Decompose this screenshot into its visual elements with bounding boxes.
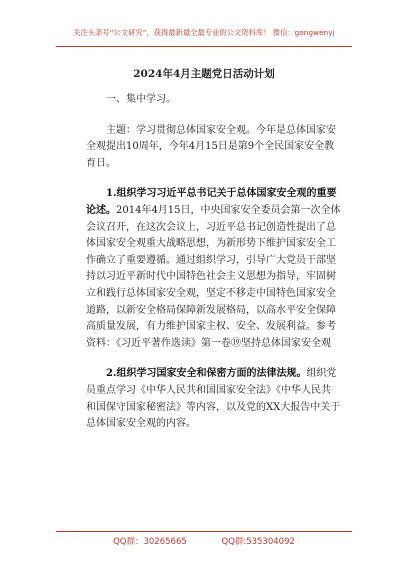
document-body	[86, 92, 341, 433]
footer-qq-group-1: QQ群：30265665	[113, 537, 187, 547]
item2-heading	[86, 366, 337, 383]
paragraph-line	[86, 203, 341, 220]
paragraph-line: 道路，以新安全格局保障新发展格局，以高水平安全保障	[86, 304, 336, 316]
paragraph-line: 员重点学习《中华人民共和国国家安全法》《中华人民共	[86, 384, 331, 396]
paragraph-line: 立和践行总体国家安全观，坚定不移走中国特色国家安全	[86, 287, 336, 299]
paragraph-line: 总体国家安全观的内容。	[86, 418, 196, 430]
paragraph-line: 高质量发展，有力维护国家主权、安全、发展利益。参考	[86, 321, 336, 333]
footer-qq-group-2: QQ群:535304092	[221, 537, 295, 547]
paragraph-line: 作确立了重要遵循。通过组织学习，引导广大党员干部坚	[86, 254, 336, 266]
paragraph-line: 体国家安全观重大战略思想，为新形势下维护国家安全工	[86, 238, 336, 250]
item1-heading-text: 1.组织学习习近平总书记关于总体国家安全观的重要	[106, 188, 337, 200]
header-divider	[56, 46, 352, 47]
footer-divider	[56, 531, 352, 532]
paragraph-line: 会议召开，在这次会议上，习近平总书记创造性提出了总	[86, 221, 336, 233]
header-notice: 关注头条号“公文研究”，获得最新最全最专业的公文资料库！ 微信：gongwenyj	[73, 28, 335, 37]
item1-text: 2014年4月15日，中央国家安全委员会第一次全体	[116, 204, 341, 216]
section-heading: 一、集中学习。	[106, 94, 176, 105]
item1-heading-text: 论述。	[86, 204, 116, 216]
item2-heading-text: 2.组织学习国家安全和保密方面的法律法规。	[106, 368, 307, 380]
paragraph-line: 持以习近平新时代中国特色社会主义思想为指导，牢固树	[86, 271, 336, 283]
footer	[0, 535, 408, 547]
topic-line: 全观提出10周年，今年4月15日是第9个全民国家安全教	[86, 141, 335, 153]
item2-text: 组织党	[306, 368, 337, 380]
item1-heading	[86, 186, 337, 203]
paragraph-line: 资料：《习近平著作选读》第一卷⑲坚持总体国家安全观	[86, 337, 331, 349]
topic-line: 育日。	[86, 157, 116, 169]
paragraph-line: 和国保守国家秘密法》等内容，以及党的XX大报告中关于	[86, 401, 341, 413]
topic-line: 主题：学习贯彻总体国家安全观。今年是总体国家安	[106, 124, 336, 136]
document-title: 2024年4月主题党日活动计划	[133, 68, 275, 80]
